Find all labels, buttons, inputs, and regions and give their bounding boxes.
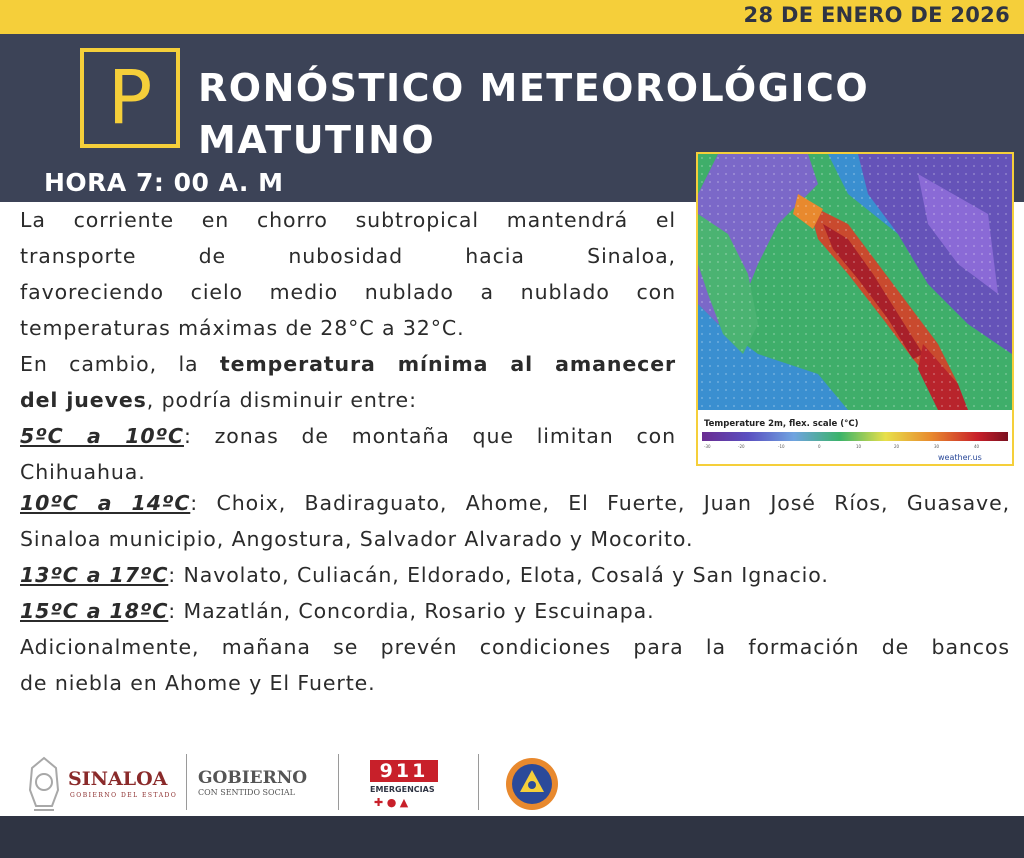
map-caption: Temperature 2m, flex. scale (°C)	[704, 419, 859, 429]
range-label: 15ºC a 18ºC	[20, 599, 169, 623]
range-text: : zonas de montaña que limitan con	[183, 424, 676, 448]
emergency-icons: ✚ ● ▲	[374, 796, 409, 809]
911-logo-text: 911	[370, 760, 438, 782]
range-2-line-2: Sinaloa municipio, Angostura, Salvador Alvarado y Mocorito.	[20, 527, 694, 551]
title-initial: P	[107, 55, 153, 141]
text-span: , podría disminuir entre:	[146, 388, 417, 412]
svg-text:-30: -30	[704, 444, 711, 449]
temperature-map-image	[696, 152, 1014, 466]
svg-text:-20: -20	[738, 444, 745, 449]
paragraph-3-line-2: de niebla en Ahome y El Fuerte.	[20, 671, 376, 695]
gobierno-logo-text: GOBIERNO	[198, 768, 308, 788]
range-text: : Navolato, Culiacán, Eldorado, Elota, Cosalá y San Ignacio.	[168, 563, 829, 587]
range-label: 10ºC a 14ºC	[20, 491, 191, 515]
divider	[338, 754, 339, 810]
sinaloa-logo-subtext: GOBIERNO DEL ESTADO	[70, 792, 178, 799]
sinaloa-logo-text: SINALOA	[68, 768, 168, 790]
bold-text: temperatura mínima al amanecer	[219, 352, 677, 376]
divider	[186, 754, 187, 810]
range-label: 5ºC a 10ºC	[20, 424, 184, 448]
title-initial-box	[80, 48, 180, 148]
word: de	[198, 244, 227, 268]
range-3-line-1	[20, 557, 1010, 593]
range-text: : Choix, Badiraguato, Ahome, El Fuerte, Juan José Ríos, Guasave,	[190, 491, 1010, 515]
body-line	[20, 202, 676, 238]
range-label: 13ºC a 17ºC	[20, 563, 169, 587]
bold-text: del jueves	[20, 388, 147, 412]
word: nubosidad	[288, 244, 403, 268]
word: transporte	[20, 244, 137, 268]
word: Sinaloa,	[587, 244, 676, 268]
svg-text:10: 10	[856, 444, 862, 449]
civil-protection-icon	[504, 756, 560, 812]
top-date-bar	[0, 0, 1024, 34]
state-seal-icon	[24, 754, 64, 814]
paragraph-3-line-1: Adicionalmente, mañana se prevén condiciones para la formación de bancos	[20, 635, 1010, 659]
gobierno-logo-subtext: CON SENTIDO SOCIAL	[198, 788, 295, 797]
word: hacia	[465, 244, 525, 268]
title-line-1: RONÓSTICO METEOROLÓGICO	[198, 66, 870, 110]
paragraph-1-line-2	[20, 238, 676, 274]
map-brand: weather.us	[938, 453, 982, 462]
paragraph-2-line-1	[20, 346, 676, 382]
text-span: En cambio, la	[20, 352, 220, 376]
forecast-time: HORA 7: 00 A. M	[44, 168, 284, 197]
paragraph-1-line-1: La corriente en chorro subtropical mantendrá el	[20, 208, 676, 232]
footer-bar	[0, 816, 1024, 858]
temperature-map-graphic	[698, 154, 1012, 464]
title-line-2: MATUTINO	[198, 118, 436, 162]
range-4-line-1	[20, 593, 1010, 629]
svg-text:40: 40	[974, 444, 980, 449]
range-2-line-1	[20, 485, 1010, 521]
range-1-line-2: Chihuahua.	[20, 460, 146, 484]
footer-logos	[0, 748, 1024, 816]
range-1-line-1	[20, 418, 676, 454]
paragraph-1-line-3: favoreciendo cielo medio nublado a nublado con	[20, 280, 676, 304]
svg-text:0: 0	[818, 444, 821, 449]
911-logo-subtext: EMERGENCIAS	[370, 785, 435, 794]
divider	[478, 754, 479, 810]
range-text: : Mazatlán, Concordia, Rosario y Escuinapa.	[168, 599, 655, 623]
svg-text:30: 30	[934, 444, 940, 449]
svg-text:-10: -10	[778, 444, 785, 449]
body-line	[20, 274, 676, 310]
svg-text:20: 20	[894, 444, 900, 449]
paragraph-1-line-4: temperaturas máximas de 28°C a 32°C.	[20, 316, 465, 340]
report-date: 28 DE ENERO DE 2026	[743, 3, 1010, 27]
paragraph-2-line-2	[20, 382, 676, 418]
